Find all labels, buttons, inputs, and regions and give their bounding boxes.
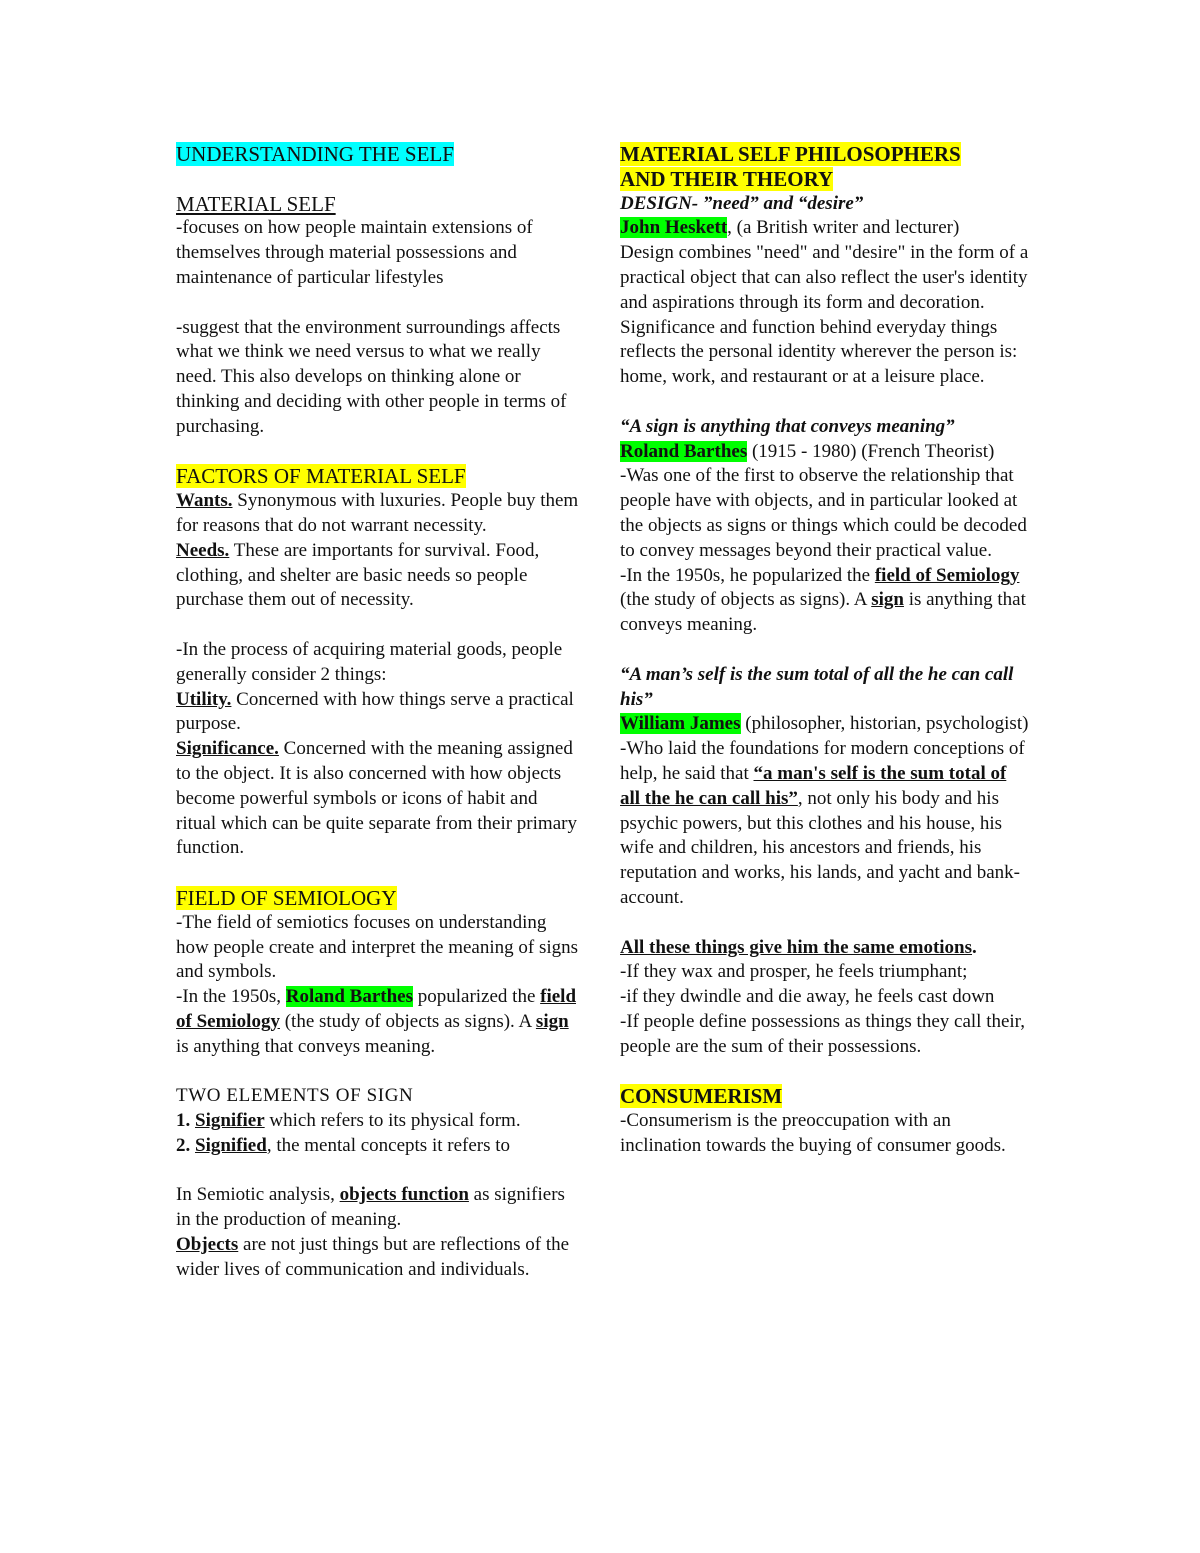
factors-heading: FACTORS OF MATERIAL SELF: [176, 464, 466, 489]
elements-heading: TWO ELEMENTS OF SIGN: [176, 1085, 414, 1107]
barthes-line: Roland Barthes (1915 - 1980) (French Theorist): [620, 440, 995, 462]
significance-paragraph: Significance. Concerned with the meaning assigned to the object. It is also concerned with how objects become powerful symbols or icons of habit and ritual which can be quite separate from their primary function.: [176, 738, 577, 859]
needs-term: Needs.: [176, 539, 230, 561]
signified-item: 2. Signified, the mental concepts it refers to: [176, 1134, 511, 1156]
left-column: [176, 142, 581, 1283]
material-self-p2: -suggest that the environment surroundings affects what we think we need versus to what we really need. This also develops on thinking alone or thinking and deciding with other people in terms of purchasing.: [176, 316, 567, 437]
roland-barthes-highlight: Roland Barthes: [620, 440, 748, 462]
design-line: DESIGN- ”need” and “desire”: [620, 192, 864, 214]
semiology-p1: -The field of semiotics focuses on understanding how people create and interpret the meaning of signs and symbols.: [176, 911, 579, 983]
heskett-p2: Significance and function behind everyday things reflects the personal identity wherever the person is: home, work, and restaurant or at a leisure place.: [620, 316, 1018, 388]
signifier-item: 1. Signifier which refers to its physical form.: [176, 1110, 521, 1132]
utility-term: Utility.: [176, 688, 232, 710]
heskett-p1: Design combines "need" and "desire" in the form of a practical object that can also reflect the user's identity and aspirations through its form and decoration.: [620, 242, 1029, 313]
james-quote: “A man’s self is the sum total of all the he can call his”: [620, 663, 1014, 710]
barthes-p2: -In the 1950s, he popularized the field of Semiology (the study of objects as signs). A sign is anything that conveys meaning.: [620, 564, 1026, 636]
process-paragraph: -In the process of acquiring material goods, people generally consider 2 things:: [176, 638, 563, 685]
semiology-heading: FIELD OF SEMIOLOGY: [176, 885, 397, 910]
john-heskett-highlight: John Heskett: [620, 217, 728, 239]
barthes-quote: “A sign is anything that conveys meaning”: [620, 415, 955, 437]
heskett-line: John Heskett, (a British writer and lecturer): [620, 217, 960, 239]
consumerism-p1: -Consumerism is the preoccupation with an inclination towards the buying of consumer goods.: [620, 1110, 1006, 1156]
significance-term: Significance.: [176, 738, 279, 760]
page-title: UNDERSTANDING THE SELF: [176, 142, 454, 166]
needs-paragraph: Needs. These are importants for survival. Food, clothing, and shelter are basic needs so people purchase them out of necessity.: [176, 539, 540, 611]
consumerism-heading: CONSUMERISM: [620, 1084, 783, 1109]
emotions-l2: -if they dwindle and die away, he feels cast down: [620, 986, 995, 1008]
wants-term: Wants.: [176, 490, 233, 512]
barthes-p1: -Was one of the first to observe the relationship that people have with objects, and in particular looked at the objects as signs or things which could be decoded to convey messages beyond their practical value.: [620, 465, 1027, 561]
james-p1: -Who laid the foundations for modern conceptions of help, he said that “a man's self is the sum total of all the he can call his”, not only his body and his psychic powers, but this clothes and his house, his wife and children, his ancestors and friends, his reputation and works, his lands, and yacht and bank-account.: [620, 738, 1025, 908]
william-james-highlight: William James: [620, 713, 741, 735]
roland-barthes-highlight: Roland Barthes: [285, 986, 413, 1008]
james-line: William James (philosopher, historian, psychologist): [620, 713, 1029, 735]
objects-paragraph: Objects are not just things but are reflections of the wider lives of communication and individuals.: [176, 1234, 570, 1280]
emotions-l3: -If people define possessions as things they call their, people are the sum of their possessions.: [620, 1010, 1026, 1057]
emotions-heading: All these things give him the same emotions.: [620, 936, 977, 958]
wants-paragraph: Wants. Synonymous with luxuries. People buy them for reasons that do not warrant necessity.: [176, 490, 579, 536]
emotions-l1: -If they wax and prosper, he feels triumphant;: [620, 961, 968, 983]
right-column: [620, 142, 1030, 1159]
material-self-heading: MATERIAL SELF: [176, 191, 336, 216]
analysis-paragraph: In Semiotic analysis, objects function as signifiers in the production of meaning.: [176, 1184, 565, 1231]
philosophers-heading: MATERIAL SELF PHILOSOPHERS AND THEIR THEORY: [620, 142, 961, 191]
semiology-p2: -In the 1950s, Roland Barthes popularized the field of Semiology (the study of objects as signs). A sign is anything that conveys meaning.: [176, 986, 577, 1057]
utility-paragraph: Utility. Concerned with how things serve a practical purpose.: [176, 688, 574, 735]
material-self-p1: -focuses on how people maintain extensions of themselves through material possessions and maintenance of particular lifestyles: [176, 217, 533, 288]
